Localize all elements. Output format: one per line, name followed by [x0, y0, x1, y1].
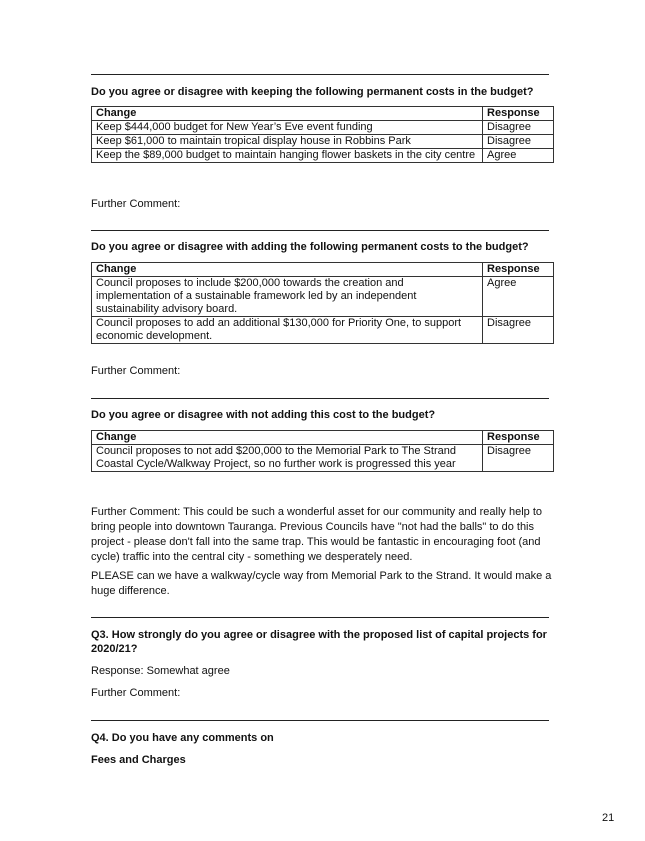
- response-cell: Disagree: [483, 317, 554, 344]
- response-cell: Agree: [483, 277, 554, 317]
- further-comment-label: Further Comment:: [91, 198, 181, 210]
- q3-response: Response: Somewhat agree: [91, 665, 230, 677]
- change-cell: Council proposes to include $200,000 towards the creation and implementation of a sustainable framework led by an independent sustainability advisory board.: [92, 277, 483, 317]
- section-divider: [91, 398, 549, 399]
- section1-table: [91, 106, 554, 163]
- change-cell: Keep $61,000 to maintain tropical display house in Robbins Park: [92, 135, 483, 149]
- table-header-response: Response: [483, 107, 554, 121]
- table-header-response: Response: [483, 263, 554, 277]
- further-comment-text: Further Comment: This could be such a wonderful asset for our community and really help to bring people into downtown Tauranga. Previous Councils have "not had the balls" to do this project - please don't fall into the same trap. This would be fantastic in encouraging foot (and cycle) traffic into the central city - something we desperately need.: [91, 506, 543, 563]
- section2-question: Do you agree or disagree with adding the following permanent costs to the budget?: [91, 241, 529, 253]
- table-row: [92, 317, 554, 344]
- table-row: [92, 445, 554, 472]
- q4-question: Q4. Do you have any comments on: [91, 732, 274, 744]
- response-cell: Disagree: [483, 135, 554, 149]
- q4-subheading: Fees and Charges: [91, 754, 186, 766]
- further-comment-label: Further Comment:: [91, 365, 181, 377]
- page-number: 21: [602, 812, 615, 824]
- response-cell: Agree: [483, 149, 554, 163]
- q3-question: Q3. How strongly do you agree or disagree with the proposed list of capital projects for 2020/21?: [91, 629, 547, 655]
- section2-table: [91, 262, 554, 344]
- response-cell: Disagree: [483, 121, 554, 135]
- comment-paragraph: PLEASE can we have a walkway/cycle way from Memorial Park to the Strand. It would make a huge difference.: [91, 570, 552, 597]
- table-row: [92, 121, 554, 135]
- change-cell: Keep $444,000 budget for New Year’s Eve event funding: [92, 121, 483, 135]
- section-divider: [91, 617, 549, 618]
- response-cell: Disagree: [483, 445, 554, 472]
- section1-question: Do you agree or disagree with keeping the following permanent costs in the budget?: [91, 86, 534, 98]
- table-header-change: Change: [92, 107, 483, 121]
- section3-table: [91, 430, 554, 472]
- section-divider: [91, 230, 549, 231]
- section-divider: [91, 720, 549, 721]
- table-row: [92, 277, 554, 317]
- change-cell: Council proposes to add an additional $130,000 for Priority One, to support economic development.: [92, 317, 483, 344]
- table-row: [92, 135, 554, 149]
- table-row: [92, 149, 554, 163]
- section3-question: Do you agree or disagree with not adding this cost to the budget?: [91, 409, 436, 421]
- table-header-change: Change: [92, 263, 483, 277]
- table-header-change: Change: [92, 431, 483, 445]
- section-divider: [91, 74, 549, 75]
- change-cell: Council proposes to not add $200,000 to the Memorial Park to The Strand Coastal Cycle/Walkway Project, so no further work is progressed this year: [92, 445, 483, 472]
- change-cell: Keep the $89,000 budget to maintain hanging flower baskets in the city centre: [92, 149, 483, 163]
- table-header-response: Response: [483, 431, 554, 445]
- further-comment-label: Further Comment:: [91, 687, 181, 699]
